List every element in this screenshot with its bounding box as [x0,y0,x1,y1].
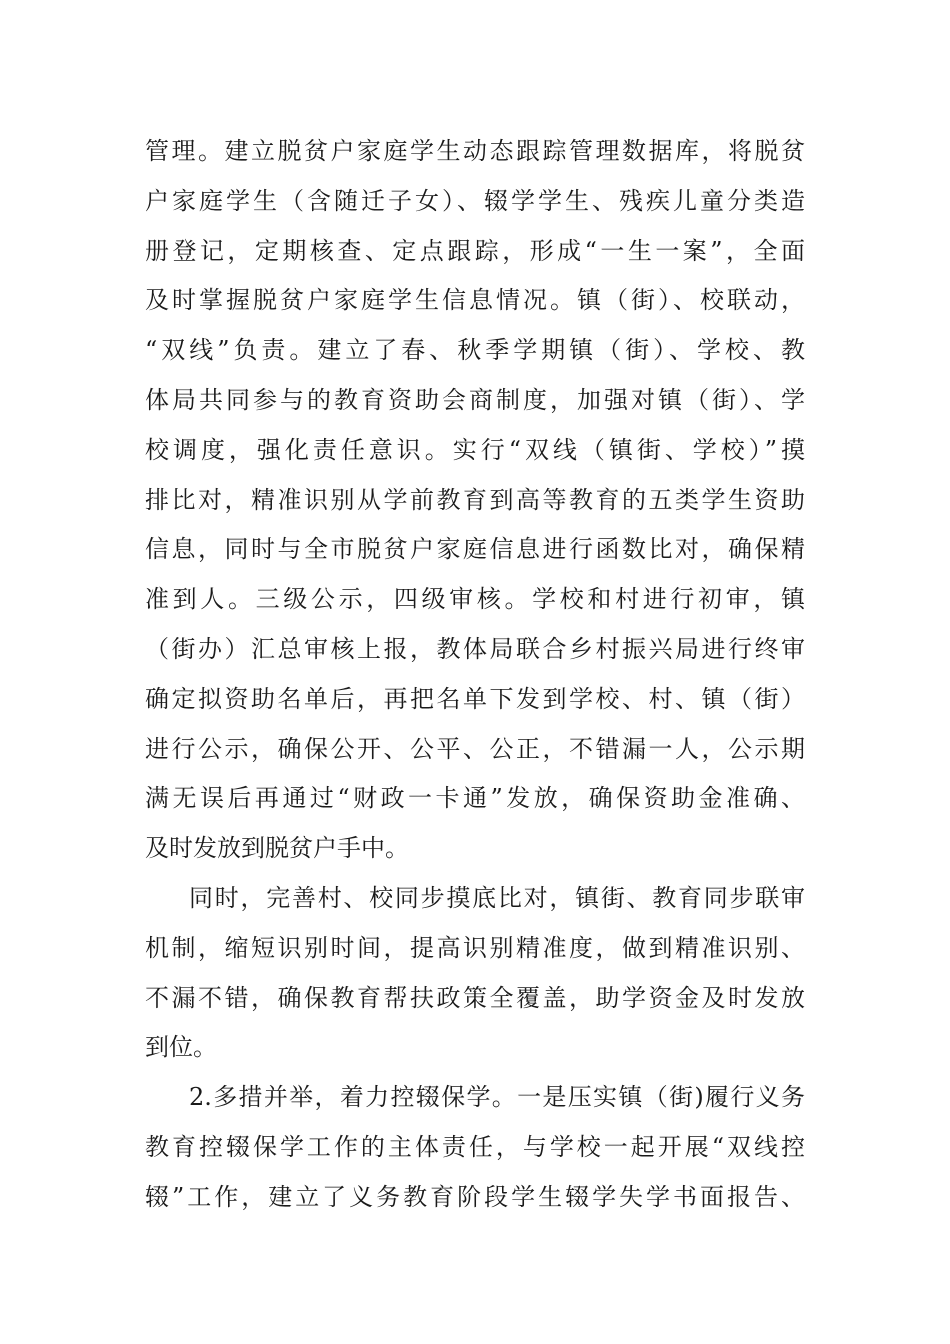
text-line: 满无误后再通过“财政一卡通”发放，确保资助金准确、 [145,784,805,813]
text-line: 准到人。三级公示，四级审核。学校和村进行初审，镇 [145,585,805,614]
text-line: 册登记，定期核查、定点跟踪，形成“一生一案”，全面 [145,236,805,265]
text-line: 进行公示，确保公开、公平、公正，不错漏一人，公示期 [145,734,805,763]
text-line: 同时，完善村、校同步摸底比对，镇街、教育同步联审 [189,883,805,912]
text-line: 确定拟资助名单后，再把名单下发到学校、村、镇（街） [145,684,805,713]
body-text [145,127,805,1223]
text-line: 管理。建立脱贫户家庭学生动态跟踪管理数据库，将脱贫 [145,137,805,165]
text-line: 教育控辍保学工作的主体责任，与学校一起开展“双线控 [145,1132,805,1161]
text-line: 机制，缩短识别时间，提高识别精准度，做到精准识别、 [145,933,805,962]
text-line: 2.多措并举，着力控辍保学。一是压实镇（街)履行义务 [189,1083,805,1112]
text-line: 体局共同参与的教育资助会商制度，加强对镇（街）、学 [145,385,805,414]
text-line: 及时发放到脱贫户手中。 [145,834,409,863]
text-line: 到位。 [145,1033,217,1062]
text-line: 及时掌握脱贫户家庭学生信息情况。镇（街）、校联动， [145,286,805,315]
text-line: 户家庭学生（含随迁子女）、辍学学生、残疾儿童分类造 [145,186,805,215]
text-line: （街办）汇总审核上报，教体局联合乡村振兴局进行终审 [145,634,805,663]
text-line: 不漏不错，确保教育帮扶政策全覆盖，助学资金及时发放 [145,983,805,1012]
text-line: 校调度，强化责任意识。实行“双线（镇街、学校）”摸 [145,435,805,464]
text-line: 信息，同时与全市脱贫户家庭信息进行函数比对，确保精 [145,535,805,564]
text-line: 辍”工作，建立了义务教育阶段学生辍学失学书面报告、 [145,1182,805,1211]
text-line: 排比对，精准识别从学前教育到高等教育的五类学生资助 [145,485,805,514]
text-line: “双线”负责。建立了春、秋季学期镇（街）、学校、教 [145,336,805,365]
